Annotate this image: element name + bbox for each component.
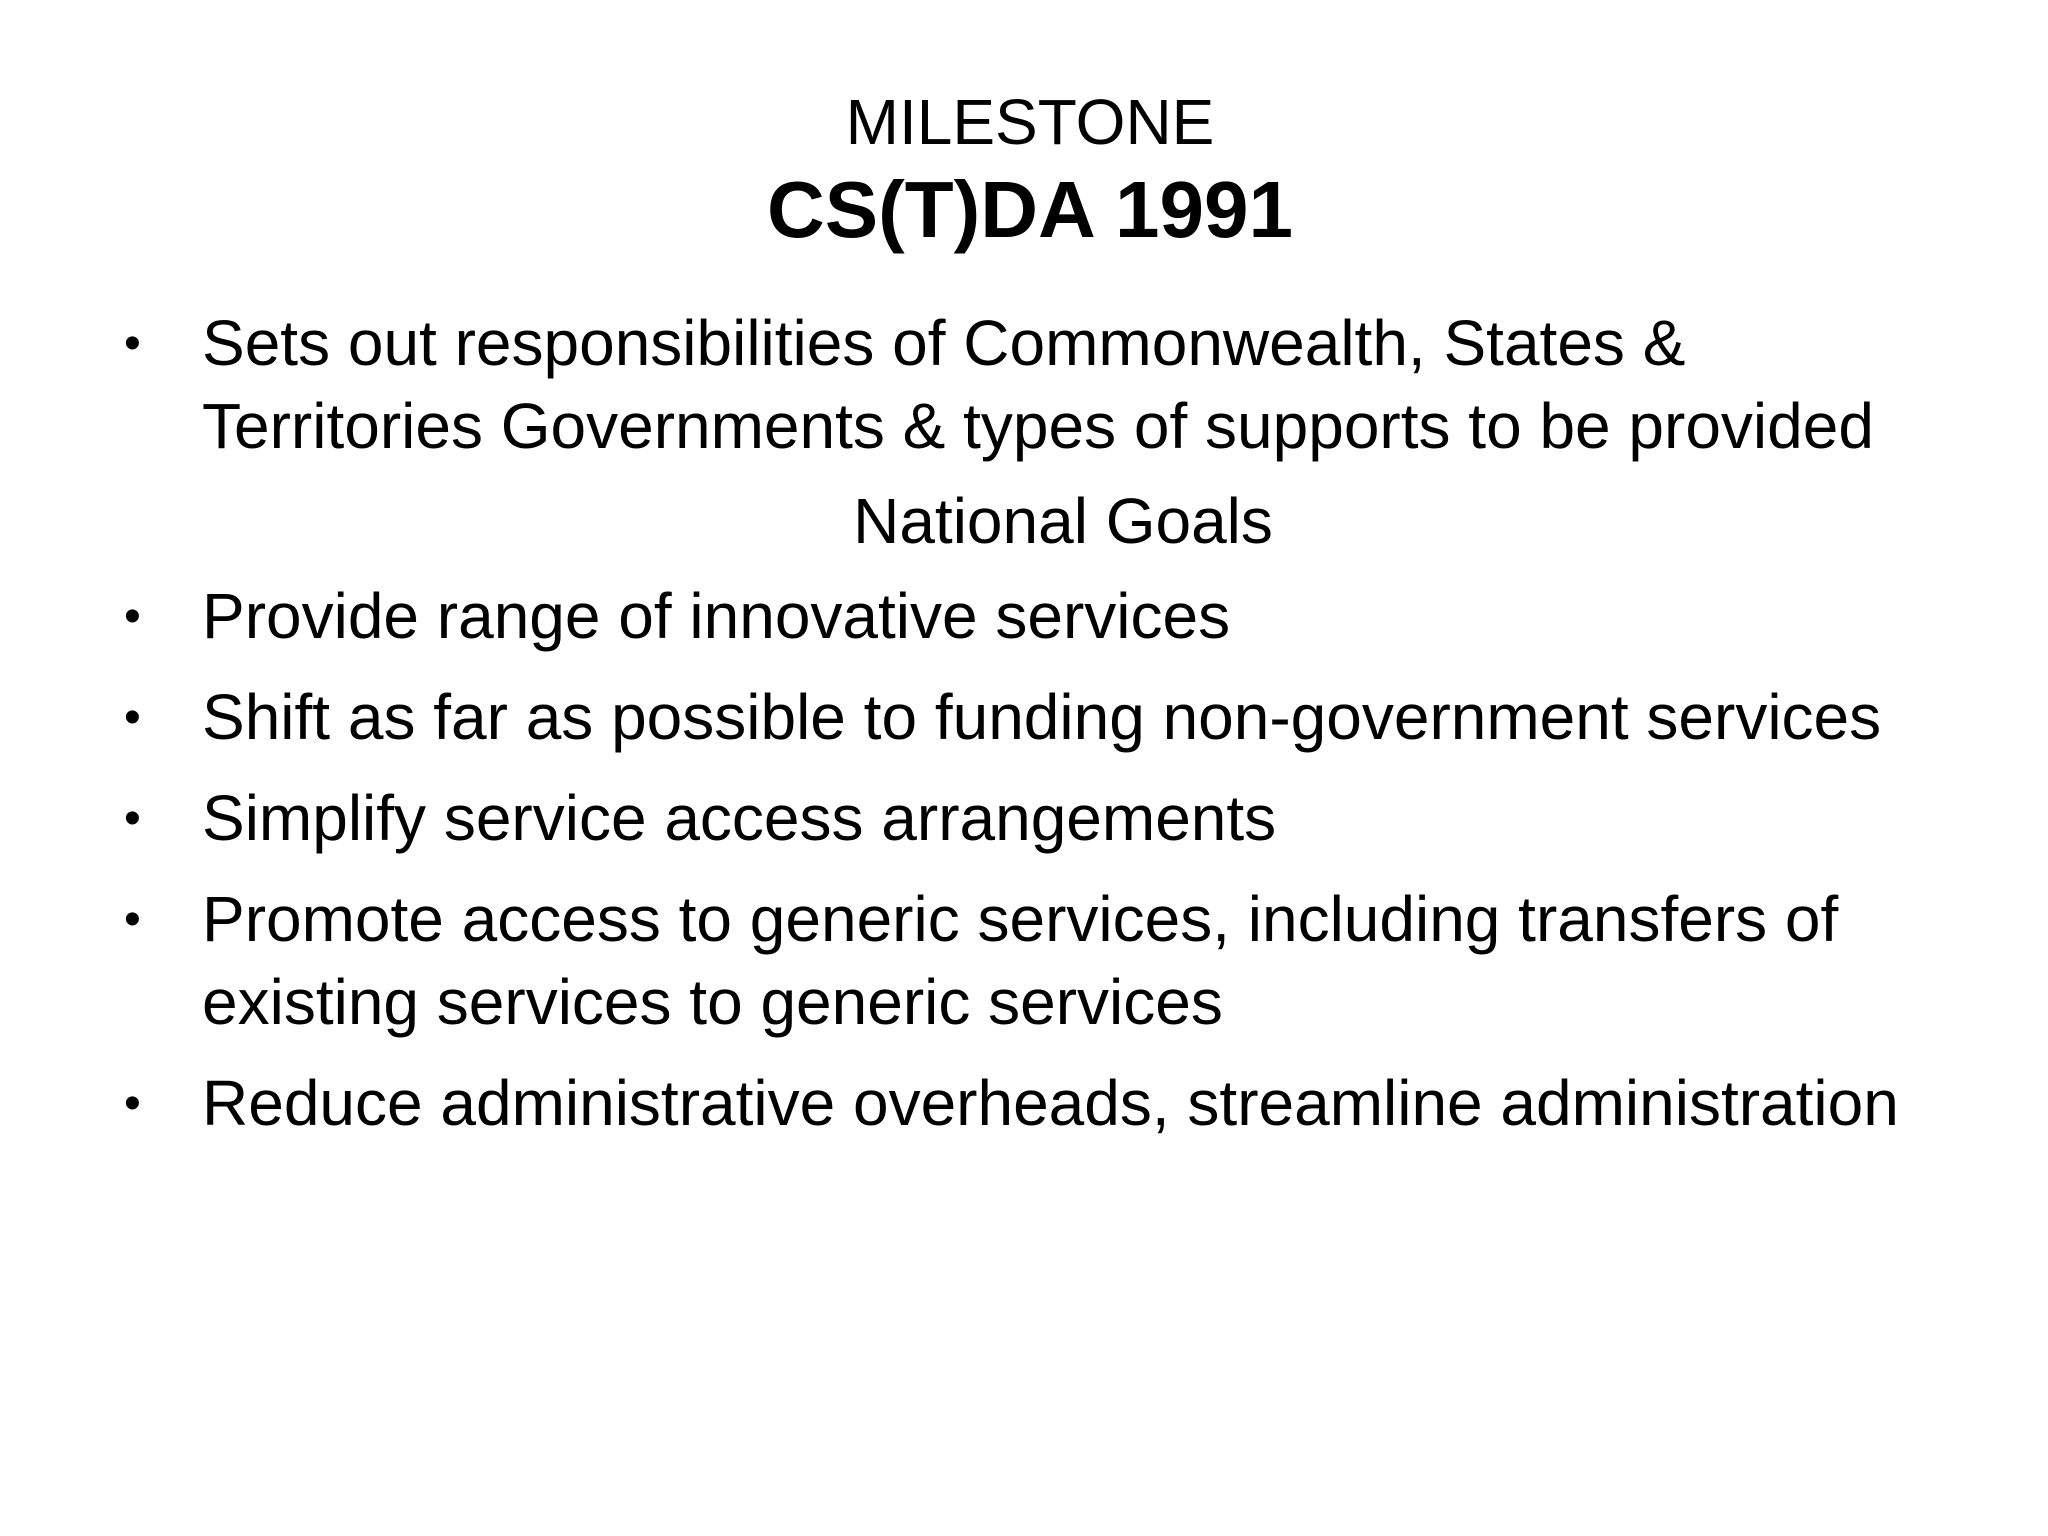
bullet-item bbox=[124, 777, 1924, 860]
bullet-text: Provide range of innovative services bbox=[202, 580, 1231, 652]
bullet-icon: • bbox=[124, 893, 141, 946]
bullet-icon: • bbox=[124, 590, 141, 643]
bullet-text: Promote access to generic services, including transfers of existing services to generic services bbox=[202, 883, 1839, 1038]
title-act-name: CS(T)DA 1991 bbox=[766, 165, 1294, 254]
bullet-icon: • bbox=[124, 317, 141, 370]
bullet-text: Simplify service access arrangements bbox=[202, 782, 1277, 854]
bullet-text: Sets out responsibilities of Commonwealth, States & Territories Governments & types of supports to be provided bbox=[202, 307, 1874, 462]
national-goals-heading: National Goals bbox=[853, 485, 1273, 557]
bullet-item bbox=[124, 575, 1924, 658]
bullet-item bbox=[124, 676, 1924, 759]
bullet-icon: • bbox=[124, 691, 141, 744]
title-milestone: MILESTONE bbox=[845, 86, 1215, 158]
bullet-icon: • bbox=[124, 1077, 141, 1130]
bullet-item bbox=[124, 302, 1924, 468]
bullet-item bbox=[124, 878, 1924, 1044]
bullet-text: Shift as far as possible to funding non-government services bbox=[202, 681, 1882, 753]
slide-title bbox=[0, 80, 2048, 256]
slide-body bbox=[124, 302, 1924, 1145]
bullet-text: Reduce administrative overheads, streamline administration bbox=[202, 1067, 1899, 1139]
bullet-item bbox=[124, 1062, 1924, 1145]
bullet-icon: • bbox=[124, 792, 141, 845]
